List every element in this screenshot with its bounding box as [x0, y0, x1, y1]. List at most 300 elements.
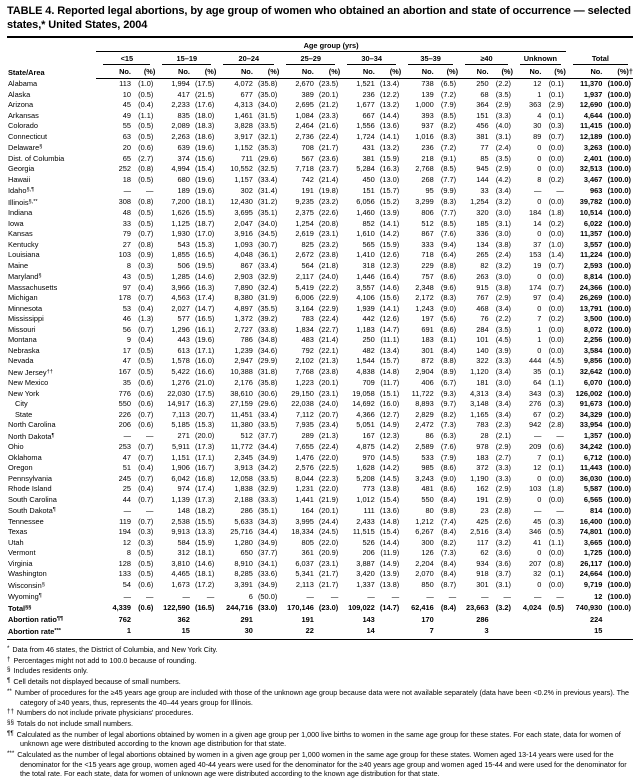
data-cell: (14.1) [379, 131, 400, 141]
data-cell: (9.6) [440, 282, 457, 292]
data-cell: 17 [122, 345, 131, 355]
data-cell: (16.5) [194, 603, 215, 612]
data-cell: 680 [177, 174, 190, 184]
data-cell: (21.6) [318, 121, 339, 130]
data-cell: (8.3) [440, 197, 457, 206]
group-label: 15–19 [162, 54, 211, 65]
group-label: <15 [103, 54, 150, 65]
table-row [7, 626, 633, 640]
data-cell: 985 [421, 463, 434, 472]
state-area-cell [7, 229, 96, 240]
data-cell: (3.6) [495, 548, 511, 557]
data-cell: (9.9) [440, 185, 457, 195]
data-cell: 1,628 [356, 463, 375, 472]
data-cell: 289 [301, 431, 314, 440]
data-cell: 2,172 [415, 293, 434, 302]
data-cell: (21.9) [318, 494, 339, 504]
data-cell: 26,117 [580, 558, 603, 568]
data-cell [434, 626, 458, 640]
footnote [7, 718, 633, 729]
table-row [7, 538, 633, 549]
data-cell: (100.0) [607, 314, 631, 323]
group-header-4 [340, 52, 401, 66]
data-cell: (14.6) [379, 282, 400, 292]
table-row [7, 325, 633, 336]
data-cell: (100.0) [607, 452, 631, 462]
data-cell: 3,557 [356, 282, 375, 292]
data-cell: (22.0) [318, 452, 339, 462]
data-cell: (0.4) [138, 463, 154, 472]
data-cell: (23.1) [318, 229, 339, 238]
data-cell: 33 [480, 185, 489, 195]
data-cell: 6 [248, 591, 253, 601]
data-cell: (100.0) [607, 356, 631, 365]
state-name: Montana [8, 335, 37, 344]
data-cell: 564 [301, 260, 314, 270]
data-cell: 1,441 [295, 494, 314, 504]
data-cell: 101 [476, 335, 489, 344]
data-cell: (2.9) [495, 494, 511, 504]
data-cell: (34.1) [257, 558, 278, 568]
table-row [7, 304, 633, 315]
data-cell: (9.8) [440, 505, 457, 515]
group-header-7 [513, 52, 566, 66]
data-cell: 7 [537, 452, 542, 462]
table-row [7, 453, 633, 464]
data-cell: 253 [118, 442, 131, 451]
data-cell: 757 [421, 271, 434, 281]
state-name: Michigan [8, 293, 38, 302]
data-cell: (24.5) [318, 527, 339, 536]
data-cell: 963 [590, 185, 603, 195]
data-cell: 783 [476, 420, 489, 429]
footnote-marker: ¶ [7, 677, 11, 685]
state-area-cell [7, 164, 96, 175]
data-cell: (37.7) [257, 431, 278, 440]
data-cell: 54 [122, 580, 131, 589]
data-cell: 38,610 [230, 388, 253, 398]
state-area-cell [7, 410, 96, 421]
data-cell: 162 [476, 484, 489, 493]
data-cell: 301 [476, 580, 489, 589]
data-cell: (0.5) [548, 603, 564, 612]
data-cell: (7.2) [440, 142, 457, 152]
data-cell: 1,725 [583, 548, 603, 557]
data-cell: 8 [537, 174, 542, 184]
data-cell: (3.7) [495, 569, 511, 578]
data-cell: (31.9) [257, 293, 278, 302]
data-cell: (11.1) [380, 335, 400, 344]
data-cell: (0.5) [138, 131, 154, 141]
data-cell: 27,159 [230, 399, 253, 408]
data-cell: (20.9) [318, 548, 339, 557]
data-cell: 1,724 [356, 131, 375, 141]
group-header-5 [401, 52, 458, 66]
data-cell: 0 [537, 164, 542, 173]
data-cell: 1,125 [171, 218, 190, 228]
data-cell: (34.4) [257, 442, 278, 451]
data-cell: 1,677 [356, 100, 375, 109]
data-cell: 584 [177, 537, 190, 547]
data-cell: 14 [533, 218, 542, 228]
data-cell: 3,557 [583, 239, 603, 249]
footnote-text: Includes residents only. [13, 666, 89, 676]
footnote-marker: †† [7, 708, 14, 716]
data-cell: 74,801 [579, 527, 603, 536]
data-cell: (0.1) [548, 367, 564, 376]
data-cell: (14.2) [379, 229, 400, 238]
state-name: South Dakota [8, 506, 53, 515]
data-cell: (7.6) [440, 229, 457, 238]
footnotes [7, 640, 633, 779]
state-area-cell [7, 293, 96, 304]
data-cell: 139 [421, 89, 434, 99]
data-cell: 1,254 [470, 197, 489, 206]
data-cell: 63 [122, 131, 131, 141]
data-cell: 2,089 [171, 121, 190, 130]
data-cell: 0 [537, 548, 542, 557]
data-cell: 456 [476, 121, 489, 130]
data-cell: 12 [122, 537, 131, 547]
data-cell: (0.1) [548, 463, 564, 472]
data-cell: (3.4) [495, 388, 511, 398]
data-cell: 346 [529, 527, 542, 536]
footnote-marker: † [7, 655, 11, 663]
data-cell: 45 [533, 516, 542, 526]
footnote-marker: §§ [25, 604, 32, 611]
data-cell: (21.7) [318, 569, 339, 578]
data-cell: 0 [537, 153, 542, 163]
data-cell: (32.9) [257, 271, 278, 281]
footnote-marker: §§ [7, 718, 14, 726]
data-cell: (3.0) [495, 378, 511, 387]
data-cell: (3.3) [495, 110, 511, 120]
data-cell: 2,829 [415, 409, 434, 419]
data-cell: (0.6) [138, 388, 154, 398]
data-cell: (14.9) [379, 420, 400, 429]
group-header-3 [279, 52, 340, 66]
data-cell: (3.3) [495, 463, 511, 472]
data-cell: 36,030 [579, 473, 603, 483]
data-cell: (0.0) [548, 271, 564, 281]
data-cell: 8,044 [295, 473, 314, 483]
data-cell: (15.4) [379, 527, 400, 536]
data-cell: — [206, 591, 215, 601]
data-cell: 6,267 [415, 527, 434, 536]
data-cell: — [123, 431, 131, 440]
data-cell: (14.2) [379, 442, 400, 451]
data-cell: 740,930 [575, 603, 603, 612]
table-row [7, 283, 633, 294]
data-cell: (8.2) [440, 409, 457, 419]
state-area-cell [7, 367, 96, 379]
state-area-cell [7, 346, 96, 357]
data-cell: (18.3) [194, 121, 215, 130]
data-cell: 22,030 [167, 388, 190, 398]
data-cell: 250 [362, 335, 375, 344]
data-cell: (1.1) [138, 110, 154, 120]
data-cell: (34.9) [257, 452, 278, 462]
data-cell: (32.9) [257, 484, 278, 493]
data-cell: 85 [480, 153, 489, 163]
data-cell: (0.0) [548, 494, 564, 504]
data-cell: (0.2) [548, 218, 564, 228]
data-cell: 918 [476, 569, 489, 578]
data-cell: (2.3) [495, 420, 511, 429]
subheader-no: No. [96, 65, 131, 79]
data-cell: 185 [476, 218, 489, 228]
data-cell: 32 [533, 569, 542, 578]
footnote-marker: §,** [28, 198, 38, 205]
data-cell: (30.7) [257, 239, 278, 249]
data-cell: (9.1) [440, 153, 457, 163]
state-name: Washington [8, 569, 47, 578]
state-name: Nevada [8, 356, 34, 365]
data-cell: 483 [301, 335, 314, 344]
data-cell: 915 [476, 282, 489, 292]
data-cell: (34.5) [257, 229, 278, 238]
data-cell: 6,006 [295, 293, 314, 302]
data-cell: 526 [362, 537, 375, 547]
data-cell: (3.2) [495, 260, 511, 270]
data-cell: (14.8) [379, 516, 400, 526]
table-row [7, 121, 633, 132]
data-cell: 19 [533, 260, 542, 270]
data-cell: (14.4) [379, 110, 400, 120]
data-cell: (0.5) [138, 208, 154, 217]
table-row [7, 378, 633, 389]
data-cell: 691 [421, 324, 434, 334]
state-area-cell [7, 90, 96, 101]
data-cell: (15.3) [194, 239, 215, 249]
data-cell: (0.0) [548, 197, 564, 206]
data-cell [602, 626, 633, 640]
data-cell: (0.3) [138, 527, 154, 536]
data-cell: 0 [537, 303, 542, 313]
data-cell: 13,791 [579, 303, 603, 313]
state-area-cell [7, 463, 96, 474]
spanner-row [7, 39, 633, 52]
data-cell: 1,012 [356, 494, 375, 504]
table-row [7, 100, 633, 111]
state-name: Dist. of Columbia [8, 153, 65, 163]
data-cell: 164 [301, 505, 314, 515]
column-header-state-area: State/Area [8, 67, 45, 77]
data-cell: (20.7) [194, 409, 215, 419]
data-cell: (21.4) [318, 174, 339, 184]
data-cell: 5,051 [356, 420, 375, 429]
data-cell: (14.7) [379, 324, 400, 334]
footnote-text: Data from 46 states, the District of Columbia, and New York City. [12, 645, 218, 654]
data-cell: (13.2) [379, 142, 400, 152]
data-cell: — [481, 591, 489, 601]
data-cell: 11,515 [352, 527, 375, 536]
data-cell: (33.4) [257, 174, 278, 184]
data-cell: 143 [362, 614, 375, 624]
data-cell: (23.1) [318, 388, 339, 398]
subheader-pct: (%) [489, 65, 513, 79]
footnote-marker: *** [7, 750, 15, 758]
state-area-cell [7, 420, 96, 431]
data-cell: (0.4) [138, 484, 154, 493]
data-cell: 9,235 [295, 197, 314, 206]
data-cell: 1,337 [356, 580, 375, 589]
state-area-cell [7, 121, 96, 132]
data-cell [541, 614, 565, 626]
data-cell: 2,070 [415, 569, 434, 578]
footnote-marker: § [38, 273, 42, 279]
data-cell: (34.9) [257, 537, 278, 547]
data-cell: 82 [480, 260, 489, 270]
data-cell: (0.4) [548, 293, 564, 302]
state-area-cell [7, 442, 96, 453]
data-cell: 32,642 [579, 367, 603, 376]
data-cell: (17.4) [194, 484, 215, 493]
data-cell: (17.5) [194, 79, 215, 88]
data-cell: 37 [533, 239, 542, 249]
data-cell: 2,695 [295, 100, 314, 109]
data-cell: (100.0) [607, 260, 631, 270]
data-cell: 1,151 [171, 452, 190, 462]
state-name: Hawaii [8, 174, 31, 184]
state-name: New Jersey [8, 367, 47, 377]
data-cell: 14,917 [167, 399, 190, 408]
data-cell: (7.6) [440, 442, 457, 451]
data-cell: 942 [529, 420, 542, 429]
data-cell: 2,670 [295, 79, 314, 88]
data-cell: (13.3) [194, 527, 215, 536]
data-cell: — [556, 591, 564, 601]
data-cell: 0 [537, 494, 542, 504]
data-cell: — [556, 431, 564, 440]
data-cell: 937 [421, 121, 434, 130]
data-cell: 762 [118, 614, 131, 624]
state-area-cell [7, 304, 96, 315]
data-cell: (16.3) [194, 399, 215, 408]
data-cell: (29.6) [257, 153, 278, 163]
subheader-pct: (%) [253, 65, 279, 79]
table-body [7, 79, 633, 640]
data-cell: (100.0) [607, 399, 631, 408]
data-cell: 8,814 [583, 271, 603, 281]
data-cell: 444 [529, 356, 542, 365]
data-cell: 10,552 [230, 164, 253, 173]
data-cell: (15.5) [194, 516, 215, 526]
data-cell: 1,243 [415, 303, 434, 313]
data-cell: 1,296 [171, 324, 190, 334]
data-cell: 6,565 [583, 494, 603, 504]
data-cell: (0.2) [548, 409, 564, 419]
data-cell: (21.3) [318, 356, 339, 365]
data-cell: 206 [118, 420, 131, 429]
data-cell: (100.0) [607, 409, 631, 419]
data-cell: (34.8) [257, 335, 278, 344]
data-cell [131, 626, 155, 640]
data-cell: 9,719 [583, 580, 603, 589]
data-cell: (2.9) [495, 442, 511, 451]
data-cell: 1,610 [356, 229, 375, 238]
data-cell: (8.6) [440, 484, 457, 493]
data-cell: — [533, 431, 542, 440]
data-cell: 2,593 [583, 260, 603, 270]
data-cell: 26,269 [579, 293, 603, 302]
subheader-row [7, 65, 633, 79]
data-cell: 174 [529, 282, 542, 292]
data-cell: 0 [537, 580, 542, 589]
data-cell: (3.2) [495, 197, 511, 206]
footnote-marker: § [39, 144, 43, 150]
data-cell: 44 [122, 494, 131, 504]
data-cell: (1.8) [548, 484, 564, 493]
data-cell: (100.0) [607, 345, 631, 355]
data-cell: 783 [301, 314, 314, 323]
data-cell: 3,695 [234, 208, 253, 217]
data-cell: (14.5) [379, 452, 400, 462]
state-area-cell [7, 100, 96, 111]
data-cell: 62 [480, 548, 489, 557]
data-cell: (13.6) [379, 121, 400, 130]
data-cell: 2,947 [234, 356, 253, 365]
footnote [7, 644, 633, 655]
data-cell: (0.1) [548, 569, 564, 578]
state-name: Oklahoma [8, 452, 42, 462]
data-cell: 374 [177, 153, 190, 163]
data-cell: (20.7) [318, 409, 339, 419]
data-cell: 170 [421, 614, 434, 624]
state-area-cell [7, 495, 96, 506]
data-cell: 1,285 [171, 271, 190, 281]
data-cell: 1,906 [171, 463, 190, 472]
data-cell: (8.4) [440, 603, 457, 612]
data-cell: 46 [122, 314, 131, 323]
state-name: Colorado [8, 121, 38, 130]
state-name: Illinois [8, 197, 29, 207]
data-cell: 852 [362, 218, 375, 228]
data-cell: (19.5) [194, 260, 215, 270]
data-cell: 0 [537, 197, 542, 206]
data-cell: 8 [126, 548, 131, 557]
data-cell: (0.8) [548, 558, 564, 568]
data-cell: (1.3) [138, 314, 154, 323]
data-cell: 8,285 [234, 569, 253, 578]
data-cell [513, 614, 541, 626]
data-cell: 431 [362, 142, 375, 152]
group-label: Total [573, 54, 628, 65]
data-cell: 4,048 [234, 250, 253, 259]
data-cell: (20.8) [318, 218, 339, 228]
data-cell: (16.6) [194, 367, 215, 376]
state-area-cell [7, 527, 96, 538]
data-cell: (12.2) [379, 89, 400, 99]
data-cell: 3,243 [415, 473, 434, 483]
footnote-text: Number of procedures for the ≥45 years age group are included with those of the unknown age group because data were not available separately (data have been <0.2% in previous years). The category of ≥40 years, thus, represents the 40–44 years group for Illinois. [14, 687, 629, 707]
data-cell: 8,893 [415, 399, 434, 408]
data-cell: 11,357 [580, 229, 603, 238]
data-cell: (0.7) [548, 131, 564, 141]
data-cell: (6.5) [440, 79, 457, 88]
data-cell: (31.2) [257, 197, 278, 206]
data-cell: (100.0) [607, 591, 631, 601]
data-cell: (16.0) [379, 399, 400, 408]
data-cell: 3,148 [470, 399, 489, 408]
state-name: Rhode Island [8, 484, 52, 493]
data-cell: (3.8) [495, 239, 511, 249]
data-cell: 0 [537, 142, 542, 152]
state-name: Idaho [8, 186, 27, 195]
data-cell: 711 [241, 153, 253, 163]
data-cell: (8.1) [440, 335, 457, 344]
data-cell: 1 [537, 335, 542, 344]
